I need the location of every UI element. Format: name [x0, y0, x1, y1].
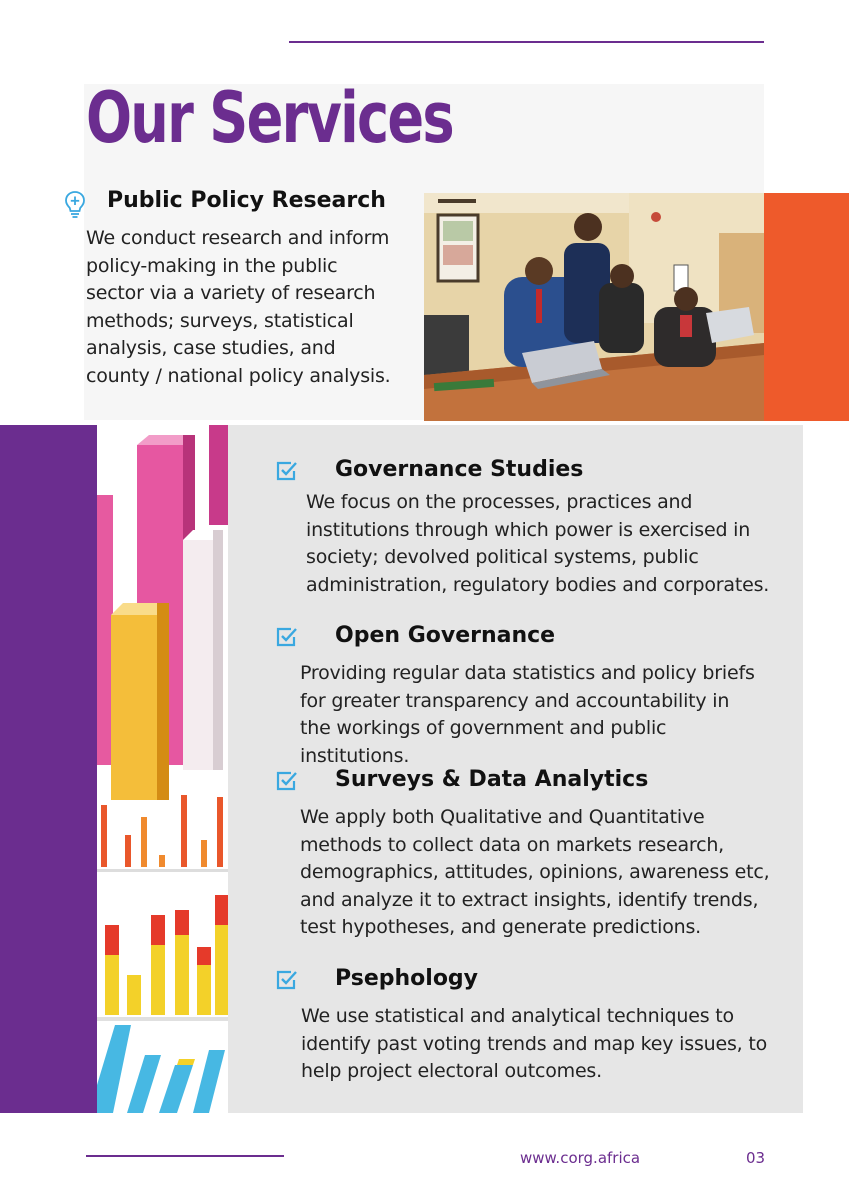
- service-line: methods to collect data on markets research,: [300, 833, 725, 856]
- service-heading: Psephology: [335, 966, 479, 991]
- service-line: We focus on the processes, practices and: [306, 491, 693, 513]
- service-line: test hypotheses, and generate predictions.: [300, 916, 702, 938]
- service-line: Providing regular data statistics and policy briefs: [300, 662, 755, 684]
- service-line: We use statistical and analytical techniques to: [301, 1005, 734, 1027]
- lightbulb-plus-icon: [63, 190, 87, 220]
- checkbox-checked-icon: [275, 626, 299, 648]
- service-heading: Surveys & Data Analytics: [335, 767, 649, 792]
- intro-service-line: county / national policy analysis.: [86, 364, 391, 387]
- service-heading: Governance Studies: [335, 457, 584, 482]
- page-title: Our Services: [86, 77, 453, 159]
- intro-service-heading: Public Policy Research: [107, 188, 386, 213]
- service-description: [300, 660, 800, 770]
- checkbox-checked-icon: [275, 460, 299, 482]
- intro-service-line: analysis, case studies, and: [86, 337, 336, 359]
- service-line: identify past voting trends and map key issues, to: [301, 1032, 768, 1055]
- intro-service-line: We conduct research and inform: [86, 227, 390, 249]
- service-description: [301, 1003, 801, 1086]
- purple-side-bar: [0, 425, 97, 1113]
- intro-service-description: [86, 225, 416, 390]
- service-description: [300, 804, 800, 942]
- service-line: and analyze it to extract insights, identify trends,: [300, 888, 759, 911]
- orange-accent-block: [764, 193, 849, 421]
- service-line: institutions through which power is exercised in: [306, 518, 751, 541]
- service-line: demographics, attitudes, opinions, awareness etc,: [300, 861, 770, 883]
- service-line: for greater transparency and accountability in: [300, 689, 730, 712]
- service-line: We apply both Qualitative and Quantitative: [300, 806, 705, 828]
- service-line: society; devolved political systems, public: [306, 546, 699, 568]
- checkbox-checked-icon: [275, 770, 299, 792]
- footer-url-link[interactable]: www.corg.africa: [520, 1149, 641, 1167]
- meeting-photo: [424, 193, 764, 421]
- intro-service-line: policy-making in the public: [86, 254, 338, 277]
- service-line: the workings of government and public: [300, 717, 667, 739]
- service-heading: Open Governance: [335, 623, 556, 648]
- service-line: institutions.: [300, 744, 410, 767]
- intro-service-line: methods; surveys, statistical: [86, 309, 354, 332]
- service-line: help project electoral outcomes.: [301, 1060, 602, 1082]
- intro-service-line: sector via a variety of research: [86, 282, 376, 304]
- footer-divider-line: [86, 1155, 284, 1157]
- page-number: 03: [746, 1149, 766, 1167]
- service-line: administration, regulatory bodies and corporates.: [306, 573, 770, 596]
- service-description: [306, 489, 801, 599]
- checkbox-checked-icon: [275, 969, 299, 991]
- bar-chart-graphic: [97, 425, 228, 1113]
- top-divider-line: [289, 41, 764, 43]
